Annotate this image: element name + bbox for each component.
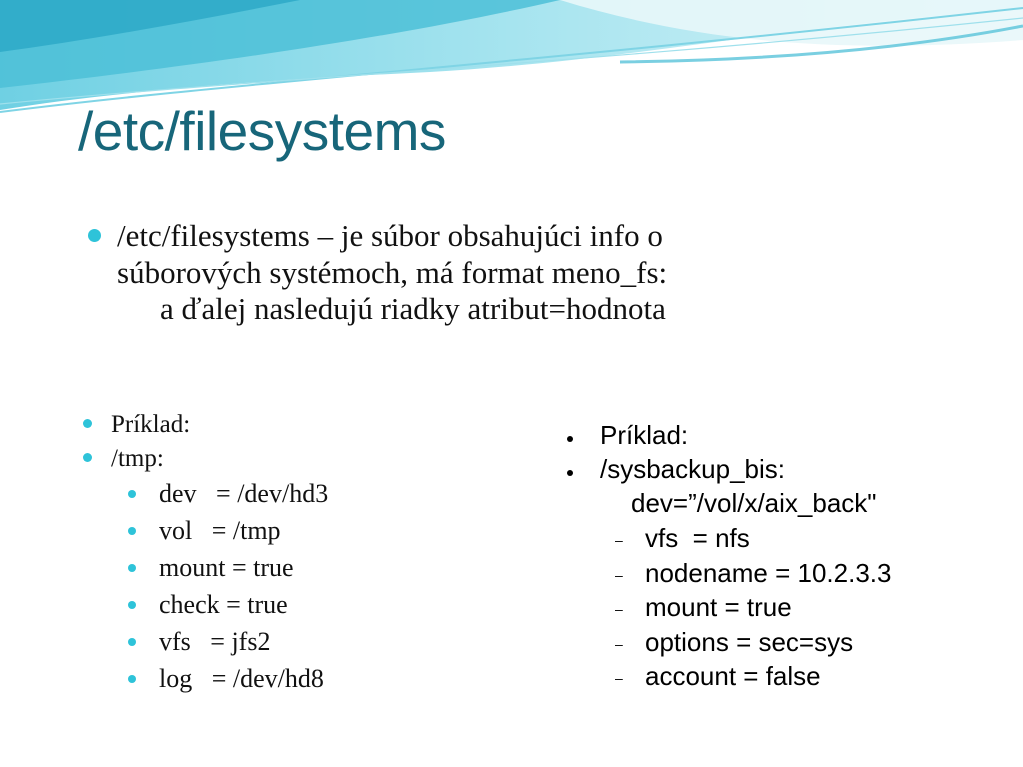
dash-bullet-icon: – — [615, 636, 623, 652]
right-sub-item: options = sec=sys — [645, 627, 854, 657]
left-bullet-icon — [83, 453, 92, 462]
dash-bullet-icon: – — [615, 670, 623, 686]
left-sub-item: log = /dev/hd8 — [159, 664, 324, 693]
dash-bullet-icon: – — [615, 601, 623, 617]
right-item-dev: dev=”/vol/x/aix_back" — [631, 488, 877, 518]
page-title: /etc/filesystems — [78, 100, 446, 162]
left-item-tmp: /tmp: — [111, 445, 164, 472]
right-item-priklad: Príklad: — [600, 420, 689, 450]
right-sub-item: nodename = 10.2.3.3 — [645, 558, 892, 588]
left-sub-bullet-icon — [128, 490, 136, 498]
right-sub-item: mount = true — [645, 592, 792, 622]
dash-bullet-icon: – — [615, 532, 623, 548]
dash-bullet-icon: – — [615, 567, 623, 583]
intro-line-1: /etc/filesystems – je súbor obsahujúci info o — [117, 218, 663, 253]
right-item-sysbackup: /sysbackup_bis: — [600, 454, 785, 484]
right-sub-item: vfs = nfs — [645, 523, 750, 553]
left-sub-bullet-icon — [128, 527, 136, 535]
left-sub-bullet-icon — [128, 601, 136, 609]
left-item-priklad: Príklad: — [111, 411, 191, 438]
right-bullet-icon — [567, 436, 573, 442]
left-sub-bullet-icon — [128, 638, 136, 646]
left-sub-bullet-icon — [128, 564, 136, 572]
left-sub-item: vfs = jfs2 — [159, 627, 271, 656]
left-sub-item: dev = /dev/hd3 — [159, 479, 329, 508]
right-sub-item: account = false — [645, 661, 821, 691]
left-sub-bullet-icon — [128, 675, 136, 683]
right-bullet-icon — [567, 470, 573, 476]
left-sub-item: check = true — [159, 590, 288, 619]
left-sub-item: vol = /tmp — [159, 516, 281, 545]
intro-line-3: a ďalej nasledujú riadky atribut=hodnota — [160, 291, 666, 326]
intro-line-2: súborových systémoch, má format meno_fs: — [117, 255, 668, 290]
left-sub-item: mount = true — [159, 553, 294, 582]
intro-bullet-icon — [88, 229, 101, 242]
left-bullet-icon — [83, 419, 92, 428]
